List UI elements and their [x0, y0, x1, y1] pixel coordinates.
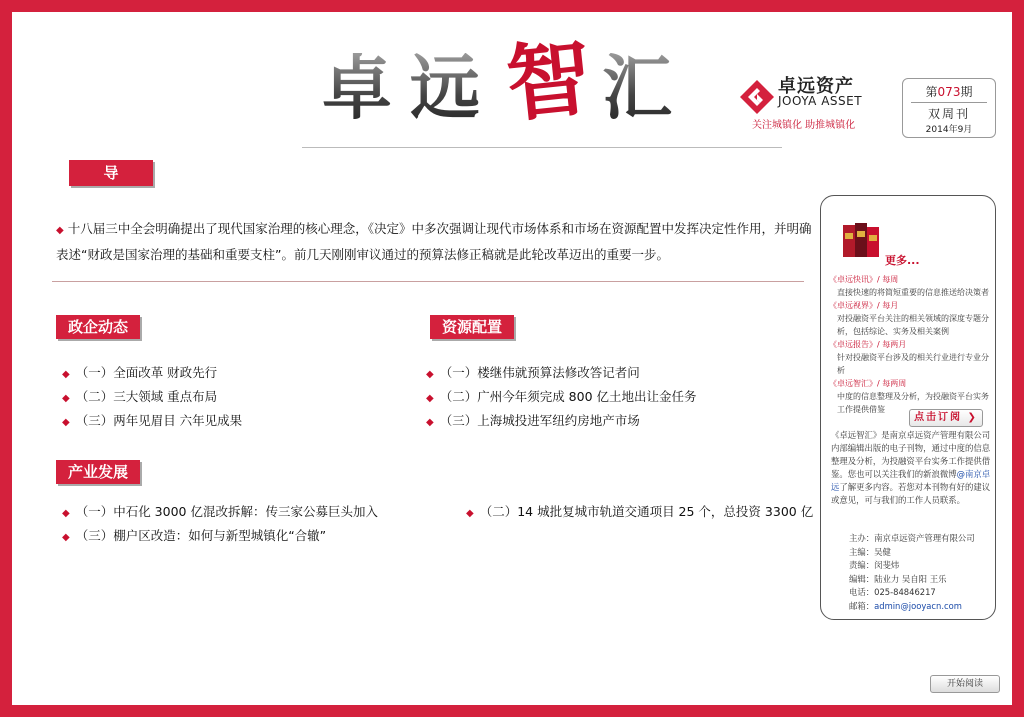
email-link[interactable]: admin@jooyacn.com: [874, 600, 962, 611]
credit-line: 责编：闵斐炜: [849, 560, 900, 570]
section-divider: [52, 281, 804, 282]
publication-desc: 针对投融资平台涉及的相关行业进行专业分析: [837, 353, 989, 375]
start-reading-button[interactable]: 开始阅读: [930, 675, 1000, 693]
section-label-resources: 资源配置: [430, 315, 514, 339]
credit-line: 主办：南京卓远资产管理有限公司: [849, 533, 975, 543]
diamond-bullet-icon: ◆: [426, 393, 434, 404]
masthead-char: 卓: [322, 47, 392, 129]
brand-slogan: 关注城镇化 助推城镇化: [752, 120, 856, 131]
credit-line: 编辑：陆业力 吴自阳 王乐: [849, 573, 947, 584]
article-link[interactable]: ◆ （一）全面改革 财政先行: [62, 365, 218, 380]
diamond-bullet-icon: ◆: [62, 508, 70, 519]
issue-info: [902, 78, 996, 138]
issue-date: 2014年9月: [925, 125, 973, 135]
publication-list: [829, 273, 991, 416]
article-link[interactable]: ◆ （二）广州今年须完成 800 亿土地出让金任务: [426, 389, 697, 404]
credits: [849, 532, 993, 613]
masthead-char: 远: [410, 47, 480, 129]
diamond-bullet-icon: ◆: [62, 393, 70, 404]
article-link[interactable]: ◆ （一）楼继伟就预算法修改答记者问: [426, 365, 640, 380]
brand-name-en: JOOYA ASSET: [778, 94, 863, 108]
article-link[interactable]: ◆ （三）两年见眉目 六年见成果: [62, 413, 243, 428]
publication-name[interactable]: 《卓远快讯》/ 每周: [829, 275, 899, 284]
credit-line: 邮箱：admin@jooyacn.com: [849, 600, 962, 611]
article-link[interactable]: ◆ （三）上海城投进军纽约房地产市场: [426, 413, 640, 428]
diamond-bullet-icon: ◆: [466, 508, 474, 519]
sidebar-panel: [820, 195, 996, 620]
article-link[interactable]: ◆ （二）三大领域 重点布局: [62, 389, 218, 404]
issue-frequency: 双周刊: [927, 107, 970, 121]
publication-desc: 中度的信息整理及分析，为投融资平台实务工作提供借鉴: [837, 392, 989, 414]
diamond-bullet-icon: ◆: [62, 369, 70, 380]
article-link[interactable]: ◆ （三）棚户区改造：如何与新型城镇化“合辙”: [62, 528, 327, 543]
article-link[interactable]: ◆ （一）中石化 3000 亿混改拆解：传三家公募巨头加入: [62, 504, 378, 519]
article-link[interactable]: ◆ （二）14 城批复城市轨道交通项目 25 个，总投资 3300 亿: [466, 504, 814, 519]
publication-name[interactable]: 《卓远报告》/ 每两月: [829, 340, 907, 349]
publication-desc: 直接快速的将简短重要的信息推送给决策者: [837, 288, 989, 297]
diamond-bullet-icon: ◆: [56, 225, 64, 236]
jooya-logo-icon: [740, 80, 774, 114]
weibo-link[interactable]: @南京卓远: [831, 469, 991, 492]
publication-name[interactable]: 《卓远智汇》/ 每两周: [829, 379, 907, 388]
issue-number: 第073期: [925, 85, 973, 99]
diamond-bullet-icon: ◆: [62, 532, 70, 543]
masthead-underline: [302, 147, 782, 148]
divider: [911, 102, 987, 103]
publication-name[interactable]: 《卓远视界》/ 每月: [829, 301, 899, 310]
section-label-policy: 政企动态: [56, 315, 140, 339]
diamond-bullet-icon: ◆: [426, 369, 434, 380]
intro-text: ◆ 十八届三中全会明确提出了现代国家治理的核心理念，《决定》中多次强调让现代市场体系和市场在资源配置中发挥决定性作用，并明确表述“财政是国家治理的基础和重要支柱”。前几天刚刚审议通过的预算法修正稿就是此轮改革迈出的重要一步。: [56, 221, 812, 262]
intro-label: 导 语: [69, 160, 153, 186]
more-link[interactable]: 更多...: [885, 254, 920, 267]
diamond-bullet-icon: ◆: [62, 417, 70, 428]
credit-line: 主编：吴健: [849, 546, 891, 557]
diamond-bullet-icon: ◆: [426, 417, 434, 428]
books-icon: [841, 219, 885, 259]
section-label-industry: 产业发展: [56, 460, 140, 484]
masthead-title: [302, 27, 722, 147]
subscribe-button[interactable]: 点击订阅 ❯: [909, 409, 983, 427]
brand-name-cn: 卓远资产: [778, 76, 854, 97]
publication-desc: 对投融资平台关注的相关领域的深度专题分析，包括综论、实务及相关案例: [837, 314, 989, 336]
masthead-char: 智: [502, 26, 596, 135]
credit-line: 电话：025-84846217: [849, 587, 936, 597]
newsletter-page: [12, 12, 1012, 705]
masthead-char: 汇: [602, 47, 672, 129]
about-text: 《卓远智汇》是南京卓远资产管理有限公司内部编辑出版的电子刊物，通过中度的信息整理及分析，为投融资平台实务工作提供借鉴。您也可以关注我们的新浪微博@南京卓远了解更多内容。若您对本刊物有好的建议或意见，可与我们的工作人员联系。: [831, 430, 991, 505]
brand-logo: [740, 72, 880, 132]
